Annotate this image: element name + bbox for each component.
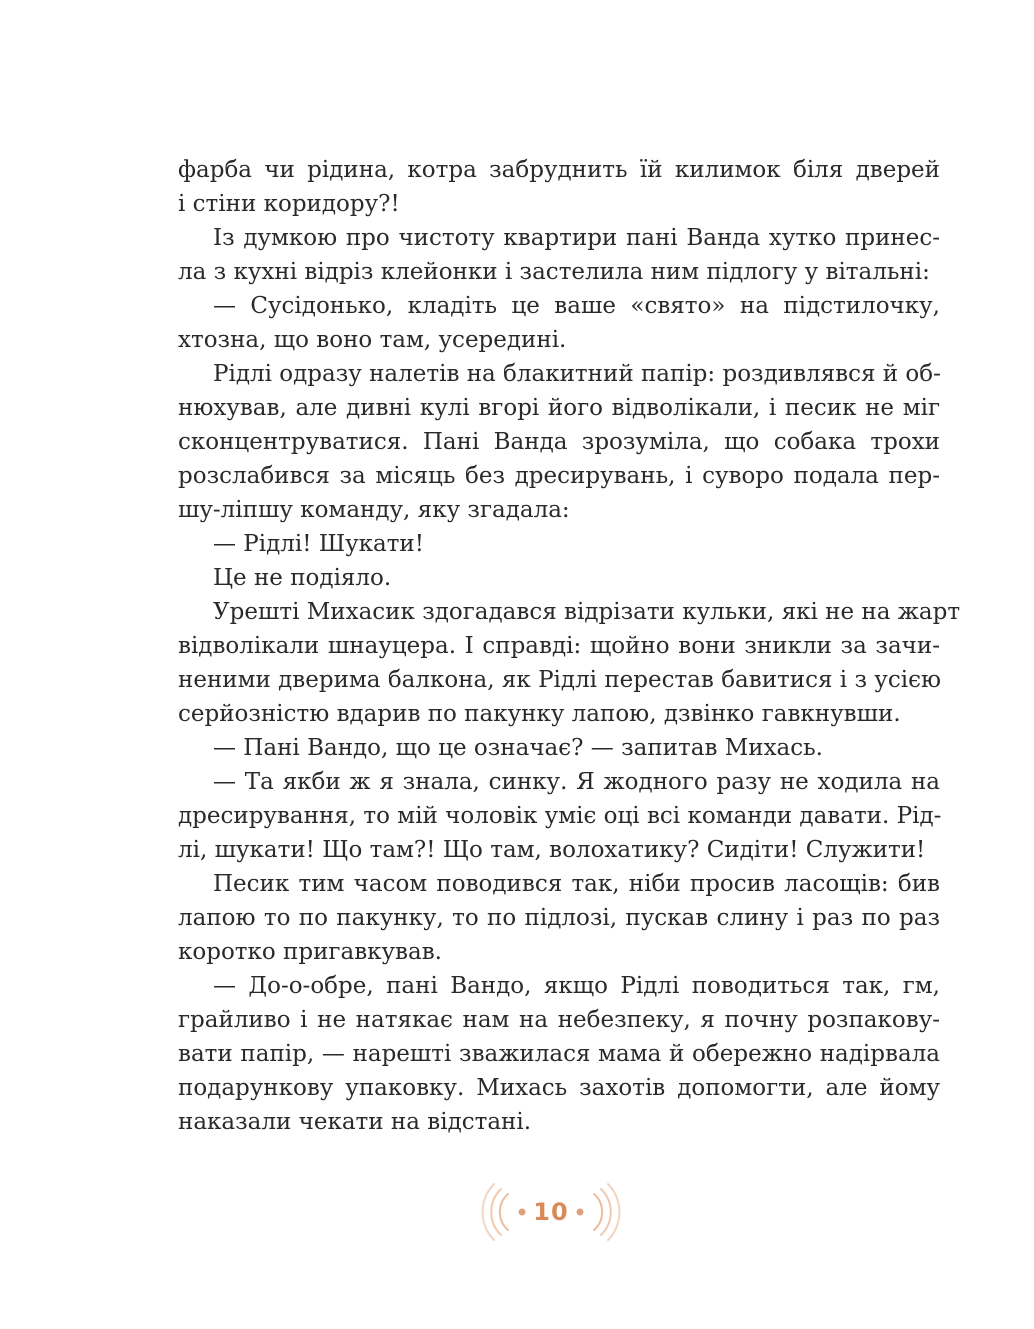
text-line: Урешті Михасик здогадався відрізати кульки, які не на жарт [213,599,961,625]
text-line: лапою то по пакунку, то по підлозі, пускав слину і раз по раз [178,905,940,931]
text-line: — До-о-обре, пані Вандо, якщо Рідлі поводиться так, гм, [213,973,940,999]
text-line: наказали чекати на відстані. [178,1109,532,1135]
text-line: розслабився за місяць без дресирувань, і суворо подала пер- [178,463,940,489]
text-line: грайливо і не натякає нам на небезпеку, я почну розпакову- [178,1007,940,1033]
text-line: нюхував, але дивні кулі вгорі його відволікали, і песик не міг [178,395,940,421]
text-line: — Сусідонько, кладіть це ваше «свято» на підстилочку, [213,293,940,319]
text-line: вати папір, — нарешті зважилася мама й обережно надірвала [178,1041,940,1067]
text-line: і стіни коридору?! [178,191,400,217]
text-line: хтозна, що воно там, усередині. [178,327,567,353]
text-line: сконцентруватися. Пані Ванда зрозуміла, що собака трохи [178,429,940,455]
text-line: фарба чи рідина, котра забруднить їй килимок біля дверей [178,157,940,183]
text-line: лі, шукати! Що там?! Що там, волохатику? Сидіти! Служити! [178,837,926,863]
page-number: 10 [533,1198,569,1226]
text-line: серйозністю вдарив по пакунку лапою, дзвінко гавкнувши. [178,701,901,727]
text-line: — Пані Вандо, що це означає? — запитав Михась. [213,735,823,761]
text-line: — Рідлі! Шукати! [213,531,424,557]
text-line: неними дверима балкона, як Рідлі перестав бавитися і з усією [178,667,941,693]
text-line: коротко пригавкував. [178,939,442,965]
body-text [178,153,961,1139]
text-line: — Та якби ж я знала, синку. Я жодного разу не ходила на [213,769,940,795]
text-line: Це не подіяло. [213,565,392,591]
page-number-ornament [480,1180,622,1244]
text-line: подарункову упаковку. Михась захотів допомогти, але йому [178,1075,940,1101]
text-line: Рідлі одразу налетів на блакитний папір: роздивлявся й об- [213,361,941,387]
text-line: Із думкою про чистоту квартири пані Ванда хутко принес- [213,225,940,251]
text-line: дресирування, то мій чоловік уміє оці всі команди давати. Рід- [178,803,942,829]
text-line: шу-ліпшу команду, яку згадала: [178,497,570,523]
text-line: відволікали шнауцера. І справді: щойно вони зникли за зачи- [178,633,940,659]
text-line: ла з кухні відріз клейонки і застелила ним підлогу у вітальні: [178,259,930,285]
text-line: Песик тим часом поводився так, ніби просив ласощів: бив [213,871,940,897]
